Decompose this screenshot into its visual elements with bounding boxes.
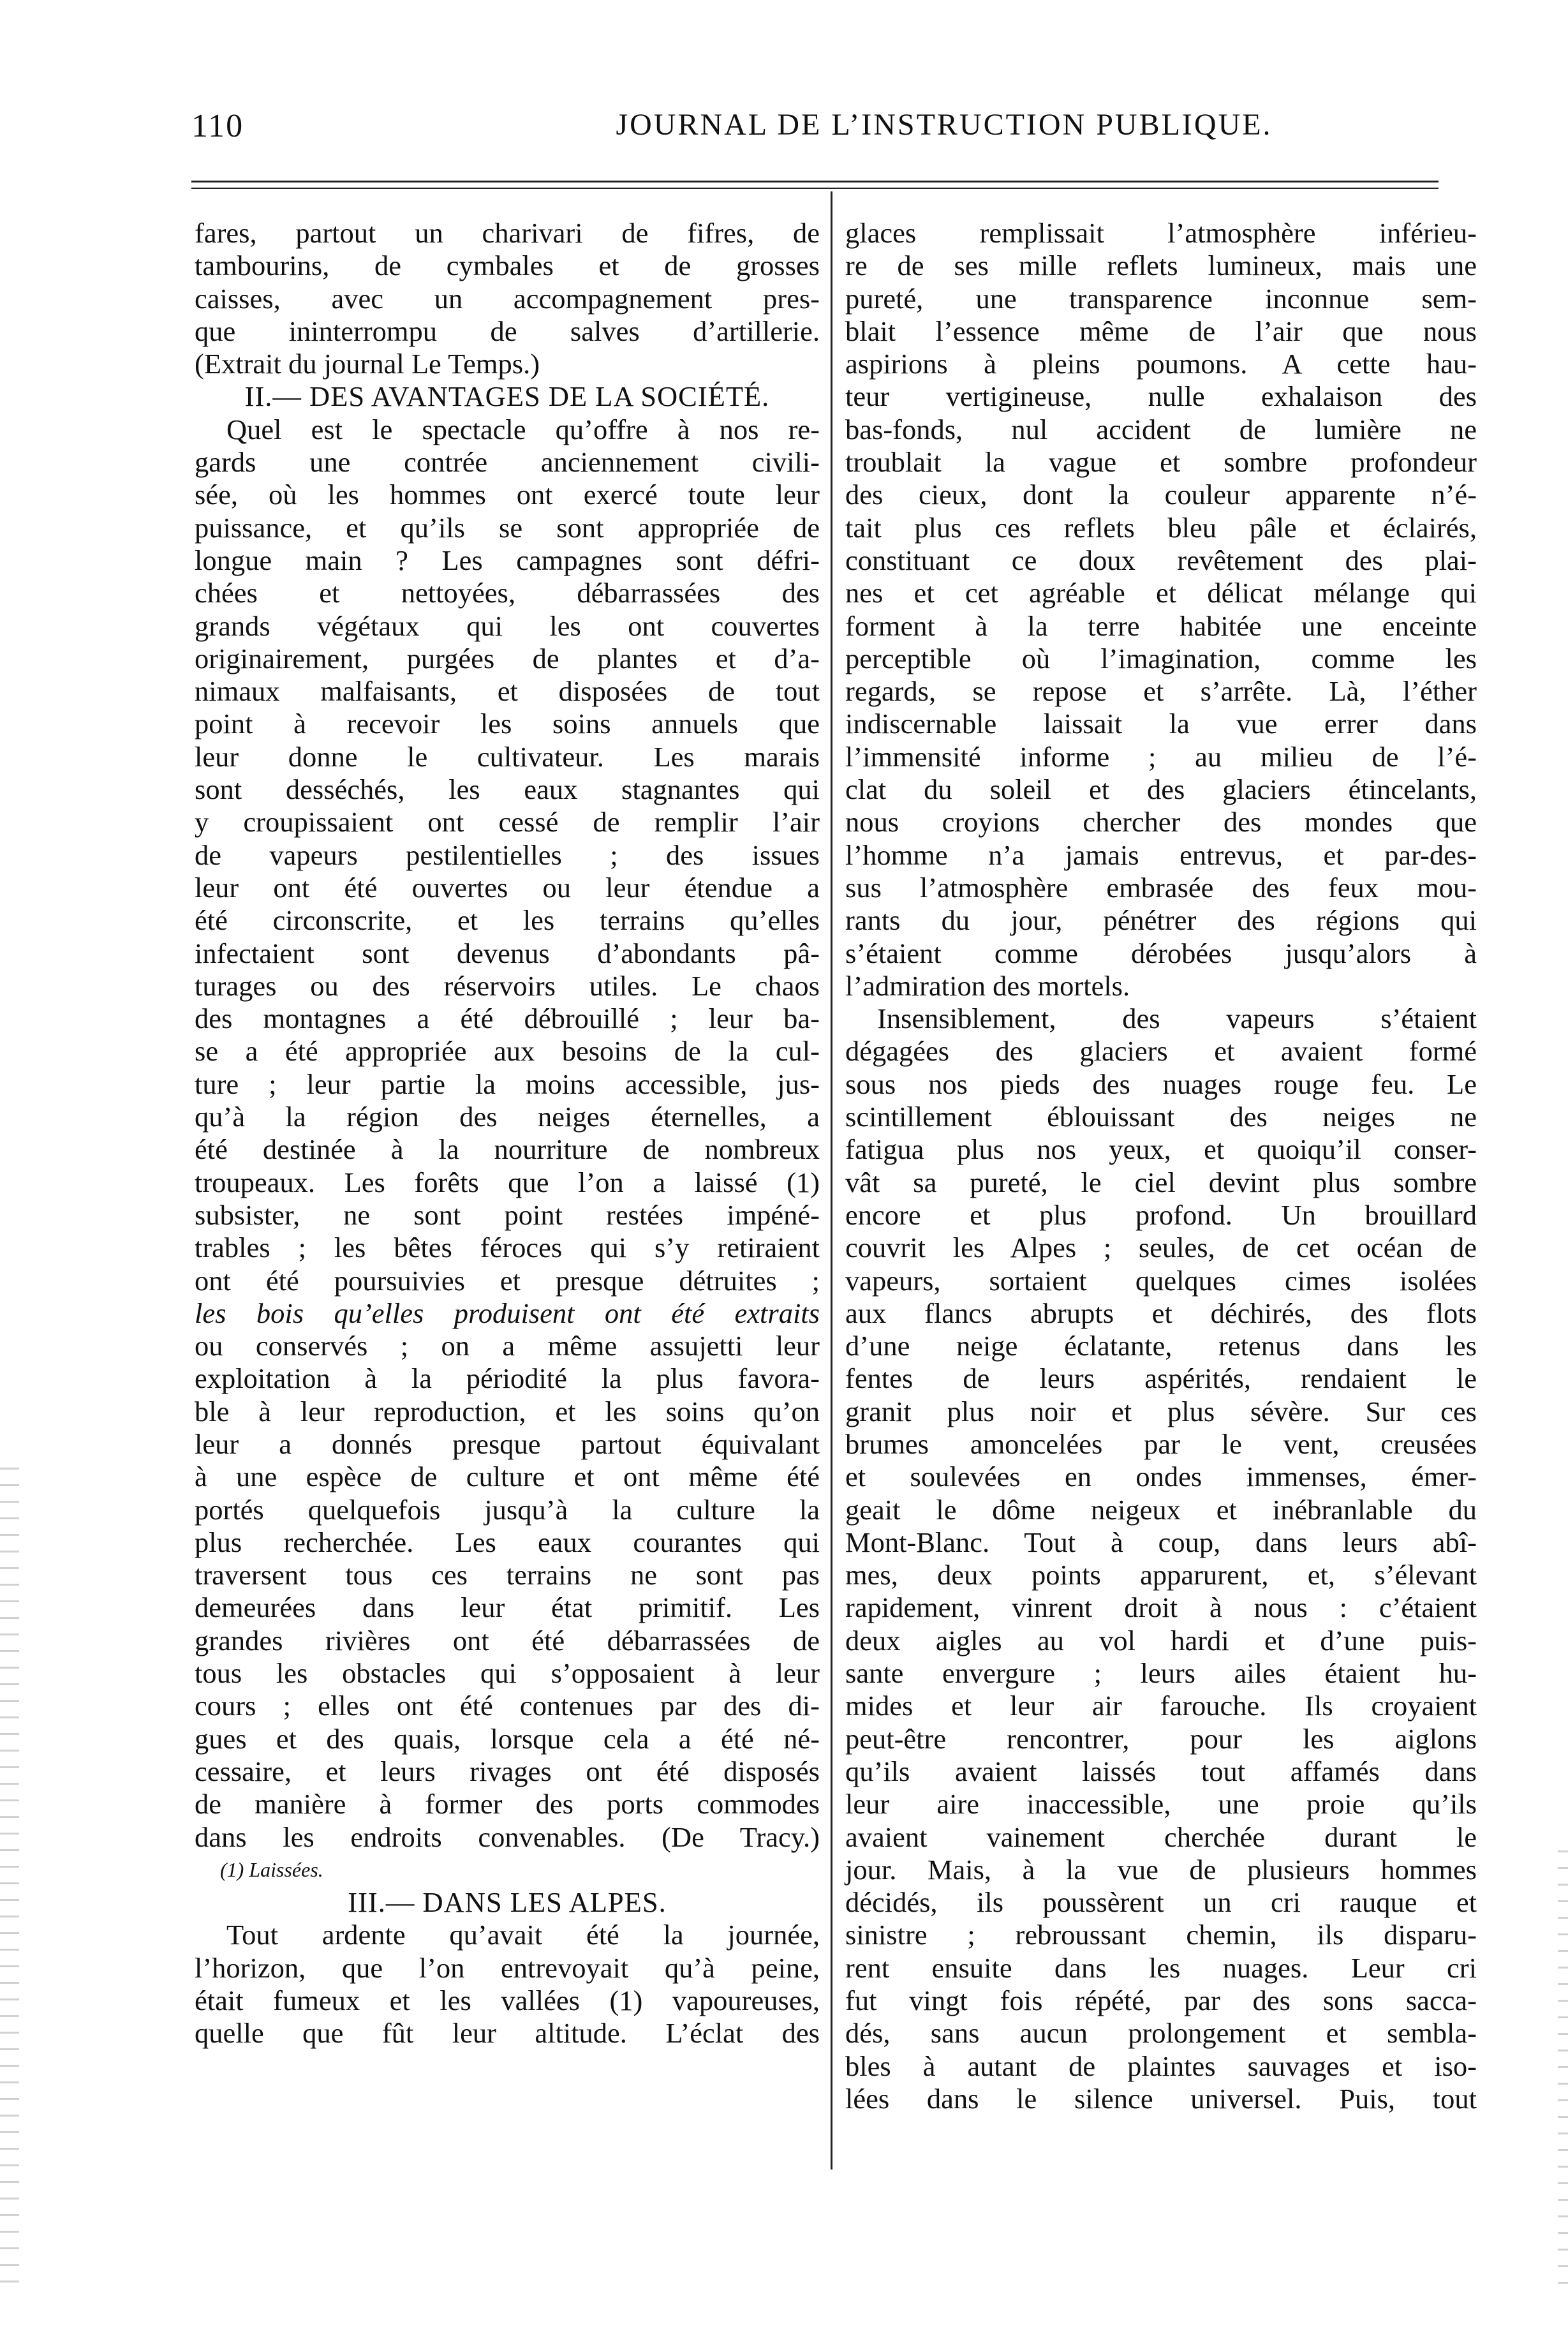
- scan-edge-marks: [0, 1468, 19, 2297]
- text-line: mes, deux points apparurent, et, s’élevant: [845, 1559, 1477, 1591]
- text-line: sus l’atmosphère embrasée des feux mou-: [845, 871, 1477, 904]
- text-line: perceptible où l’imagination, comme les: [845, 642, 1477, 674]
- text-line: granit plus noir et plus sévère. Sur ces: [845, 1395, 1477, 1427]
- text-line: sont desséchés, les eaux stagnantes qui: [195, 773, 820, 806]
- text-line: s’étaient comme dérobées jusqu’alors à: [845, 937, 1477, 969]
- text-line: nous croyions chercher des mondes que: [845, 806, 1477, 838]
- text-line: longue main ? Les campagnes sont défri-: [195, 544, 820, 576]
- text-line: troupeaux. Les forêts que l’on a laissé (1): [195, 1166, 820, 1198]
- text-line: Quel est le spectacle qu’offre à nos re-: [226, 413, 820, 445]
- text-line: leur a donnés presque partout équivalant: [195, 1427, 820, 1460]
- text-line: scintillement éblouissant des neiges ne: [845, 1101, 1477, 1133]
- text-line: regards, se repose et s’arrête. Là, l’éther: [845, 675, 1477, 708]
- text-line: rants du jour, pénétrer des régions qui: [845, 904, 1477, 937]
- text-line: infectaient sont devenus d’abondants pâ-: [195, 937, 820, 969]
- text-line: fentes de leurs aspérités, rendaient le: [845, 1362, 1477, 1395]
- text-line: teur vertigineuse, nulle exhalaison des: [845, 380, 1477, 413]
- text-line: chées et nettoyées, débarrassées des: [195, 577, 820, 609]
- header-rule-top: [191, 181, 1439, 182]
- text-line: leur aire inaccessible, une proie qu’ils: [845, 1788, 1477, 1820]
- text-line: exploitation à la périodité la plus favora-: [195, 1362, 820, 1395]
- text-line: qu’ils avaient laissés tout affamés dans: [845, 1755, 1477, 1787]
- text-line: dans les endroits convenables. (De Tracy.): [195, 1820, 820, 1853]
- text-line: l’immensité informe ; au milieu de l’é-: [845, 740, 1477, 773]
- text-line: avaient vainement cherchée durant le: [845, 1820, 1477, 1853]
- text-line: troublait la vague et sombre profondeur: [845, 446, 1477, 479]
- text-line: demeurées dans leur état primitif. Les: [195, 1591, 820, 1624]
- column-divider: [831, 191, 832, 2170]
- text-line: rent ensuite dans les nuages. Leur cri: [845, 1951, 1477, 1984]
- text-line: pureté, une transparence inconnue sem-: [845, 282, 1477, 315]
- text-line: sée, où les hommes ont exercé toute leur: [195, 479, 820, 511]
- text-line: bles à autant de plaintes sauvages et iso-: [845, 2050, 1477, 2082]
- text-line: blait l’essence même de l’air que nous: [845, 315, 1477, 347]
- text-line: décidés, ils poussèrent un cri rauque et: [845, 1886, 1477, 1919]
- text-line: était fumeux et les vallées (1) vapoureuses,: [195, 1984, 820, 2017]
- text-line: deux aigles au vol hardi et d’une puis-: [845, 1624, 1477, 1656]
- text-line: grands végétaux qui les ont couvertes: [195, 609, 820, 642]
- text-line: point à recevoir les soins annuels que: [195, 708, 820, 740]
- text-line: gards une contrée anciennement civili-: [195, 446, 820, 479]
- running-title: JOURNAL DE L’INSTRUCTION PUBLIQUE.: [616, 108, 1273, 142]
- text-line: des montagnes a été débrouillé ; leur ba-: [195, 1002, 820, 1035]
- text-line: fares, partout un charivari de fifres, de: [195, 217, 820, 249]
- text-line: Insensiblement, des vapeurs s’étaient: [877, 1002, 1477, 1035]
- text-line: dégagées des glaciers et avaient formé: [845, 1035, 1477, 1068]
- text-line: geait le dôme neigeux et inébranlable du: [845, 1493, 1477, 1526]
- text-line: sinistre ; rebroussant chemin, ils disparu-: [845, 1919, 1477, 1951]
- text-line: bas-fonds, nul accident de lumière ne: [845, 413, 1477, 445]
- text-line: portés quelquefois jusqu’à la culture la: [195, 1493, 820, 1526]
- text-line: ture ; leur partie la moins accessible, jus-: [195, 1068, 820, 1100]
- text-line: turages ou des réservoirs utiles. Le chaos: [195, 969, 820, 1002]
- text-line: tambourins, de cymbales et de grosses: [195, 249, 820, 282]
- text-line: cours ; elles ont été contenues par des di-: [195, 1690, 820, 1722]
- text-line: jour. Mais, à la vue de plusieurs hommes: [845, 1853, 1477, 1886]
- text-line: traversent tous ces terrains ne sont pas: [195, 1559, 820, 1591]
- text-line: fut vingt fois répété, par des sons sacca-: [845, 1984, 1477, 2017]
- text-line: puissance, et qu’ils se sont appropriée de: [195, 511, 820, 544]
- text-line: y croupissaient ont cessé de remplir l’air: [195, 806, 820, 838]
- text-line: leur ont été ouvertes ou leur étendue a: [195, 871, 820, 904]
- text-line: été circonscrite, et les terrains qu’elles: [195, 904, 820, 937]
- text-line: et soulevées en ondes immenses, émer-: [845, 1461, 1477, 1493]
- text-line: ont été poursuivies et presque détruites ;: [195, 1264, 820, 1297]
- text-line: d’une neige éclatante, retenus dans les: [845, 1330, 1477, 1362]
- text-line: clat du soleil et des glaciers étincelants,: [845, 773, 1477, 806]
- text-line: ble à leur reproduction, et les soins qu’on: [195, 1395, 820, 1427]
- text-line: originairement, purgées de plantes et d’a-: [195, 642, 820, 674]
- source-citation: (Extrait du journal Le Temps.): [195, 348, 540, 380]
- text-line: encore et plus profond. Un brouillard: [845, 1198, 1477, 1231]
- text-line: indiscernable laissait la vue errer dans: [845, 708, 1477, 740]
- text-line: re de ses mille reflets lumineux, mais une: [845, 249, 1477, 282]
- text-line: nes et cet agréable et délicat mélange qui: [845, 577, 1477, 609]
- text-line: que ininterrompu de salves d’artillerie.: [195, 315, 820, 347]
- scan-edge-marks-right: [1558, 1850, 1568, 2297]
- text-line: cessaire, et leurs rivages ont été disposés: [195, 1755, 820, 1787]
- text-line: des cieux, dont la couleur apparente n’é-: [845, 479, 1477, 511]
- text-line: plus recherchée. Les eaux courantes qui: [195, 1526, 820, 1558]
- section-heading-2: II.— DES AVANTAGES DE LA SOCIÉTÉ.: [244, 380, 770, 413]
- text-line: glaces remplissait l’atmosphère inférieu-: [845, 217, 1477, 249]
- text-line: forment à la terre habitée une enceinte: [845, 609, 1477, 642]
- text-line: Mont-Blanc. Tout à coup, dans leurs abî-: [845, 1526, 1477, 1558]
- page-number: 110: [191, 108, 244, 144]
- text-line: Tout ardente qu’avait été la journée,: [226, 1919, 820, 1951]
- text-line: lées dans le silence universel. Puis, tout: [845, 2082, 1477, 2115]
- text-line: constituant ce doux revêtement des plai-: [845, 544, 1477, 576]
- text-line: brumes amoncelées par le vent, creusées: [845, 1427, 1477, 1460]
- text-line: aspirions à pleins poumons. A cette hau-: [845, 348, 1477, 380]
- text-line: subsister, ne sont point restées impéné-: [195, 1198, 820, 1231]
- text-line: sous nos pieds des nuages rouge feu. Le: [845, 1068, 1477, 1100]
- footnote: (1) Laissées.: [220, 1857, 323, 1881]
- text-line: tous les obstacles qui s’opposaient à leur: [195, 1657, 820, 1690]
- text-line: qu’à la région des neiges éternelles, a: [195, 1101, 820, 1133]
- text-line: dés, sans aucun prolongement et sembla-: [845, 2017, 1477, 2050]
- text-line: ou conservés ; on a même assujetti leur: [195, 1330, 820, 1362]
- section-heading-3: III.— DANS LES ALPES.: [348, 1886, 667, 1919]
- text-line: vât sa pureté, le ciel devint plus sombre: [845, 1166, 1477, 1198]
- header-rule-bottom: [191, 188, 1439, 189]
- text-line: à une espèce de culture et ont même été: [195, 1461, 820, 1493]
- text-line: l’admiration des mortels.: [845, 969, 1130, 1002]
- text-line: gues et des quais, lorsque cela a été né-: [195, 1722, 820, 1755]
- text-line: été destinée à la nourriture de nombreux: [195, 1133, 820, 1166]
- text-line: grandes rivières ont été débarrassées de: [195, 1624, 820, 1656]
- text-line: quelle que fût leur altitude. L’éclat des: [195, 2017, 820, 2050]
- text-line: leur donne le cultivateur. Les marais: [195, 740, 820, 773]
- text-line: rapidement, vinrent droit à nous : c’étaient: [845, 1591, 1477, 1624]
- text-line: de manière à former des ports commodes: [195, 1788, 820, 1820]
- text-line: aux flancs abrupts et déchirés, des flots: [845, 1297, 1477, 1329]
- text-line: couvrit les Alpes ; seules, de cet océan de: [845, 1232, 1477, 1264]
- left-column: [195, 217, 820, 2050]
- text-line: l’horizon, que l’on entrevoyait qu’à peine,: [195, 1951, 820, 1984]
- text-line: peut-être rencontrer, pour les aiglons: [845, 1722, 1477, 1755]
- right-column: [845, 217, 1477, 2115]
- text-line: tait plus ces reflets bleu pâle et éclairés,: [845, 511, 1477, 544]
- italic-line: les bois qu’elles produisent ont été extraits: [195, 1297, 820, 1329]
- text-line: mides et leur air farouche. Ils croyaient: [845, 1690, 1477, 1722]
- text-line: nimaux malfaisants, et disposées de tout: [195, 675, 820, 708]
- text-line: caisses, avec un accompagnement pres-: [195, 282, 820, 315]
- text-line: l’homme n’a jamais entrevus, et par-des-: [845, 838, 1477, 871]
- text-line: vapeurs, sortaient quelques cimes isolées: [845, 1264, 1477, 1297]
- text-line: fatigua plus nos yeux, et quoiqu’il conser-: [845, 1133, 1477, 1166]
- text-line: se a été appropriée aux besoins de la cul-: [195, 1035, 820, 1068]
- text-line: sante envergure ; leurs ailes étaient hu-: [845, 1657, 1477, 1690]
- text-line: de vapeurs pestilentielles ; des issues: [195, 838, 820, 871]
- page-header: [191, 107, 1442, 158]
- text-line: trables ; les bêtes féroces qui s’y retiraient: [195, 1232, 820, 1264]
